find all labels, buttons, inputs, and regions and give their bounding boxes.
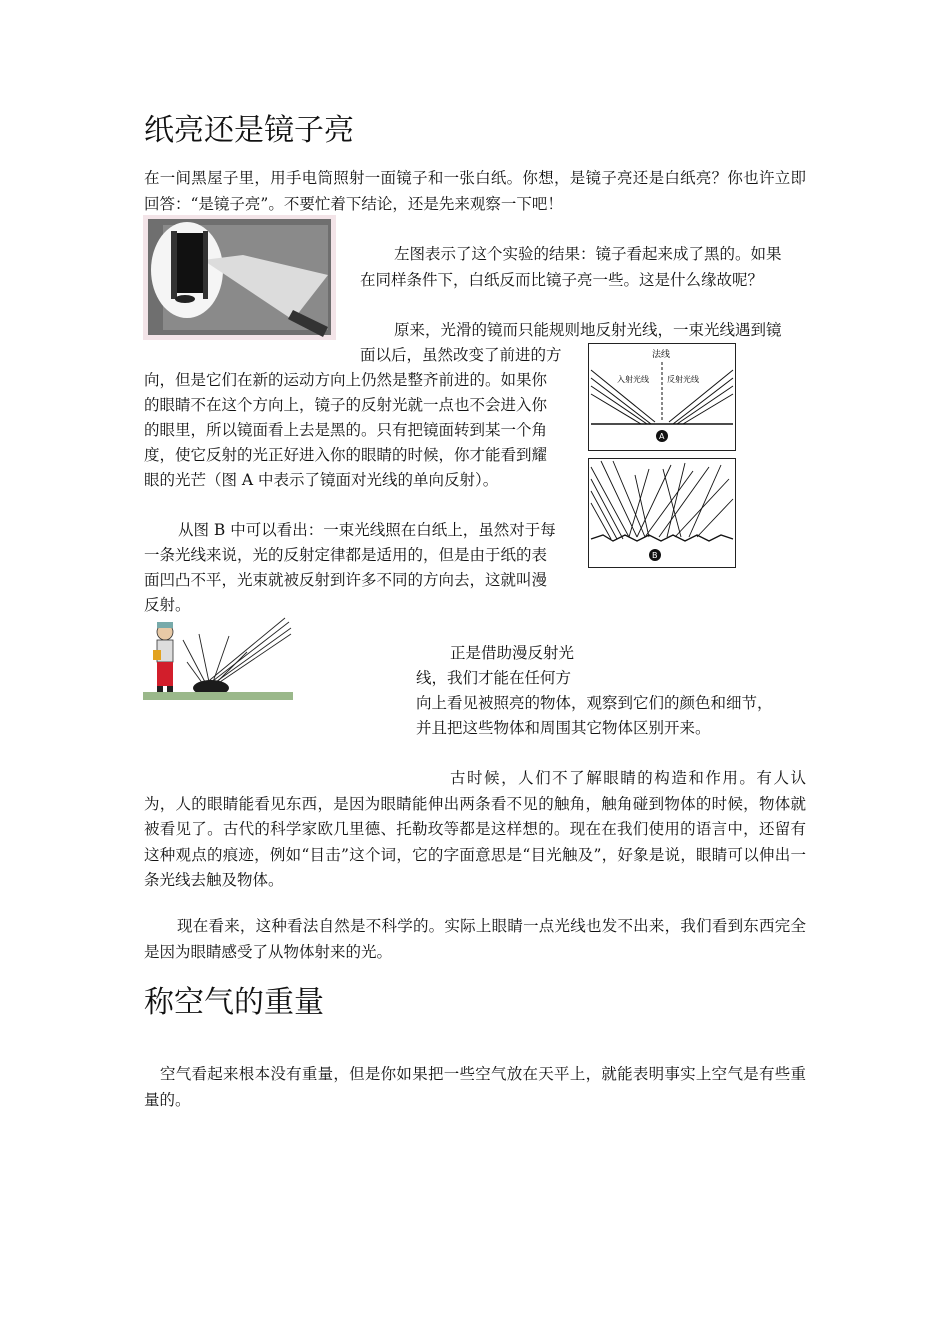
mirror-line-1: 原来，光滑的镜而只能规则地反射光线，一束光线遇到镜 xyxy=(394,321,782,339)
mirror-line-4: 的眼睛不在这个方向上，镜子的反射光就一点也不会进入你 xyxy=(144,396,548,414)
see-line-3: 向上看见被照亮的物体，观察到它们的颜色和细节， xyxy=(416,694,773,712)
mirror-line-5: 的眼里，所以镜面看上去是黑的。只有把镜面转到某一个角 xyxy=(144,421,548,439)
see-line-1: 正是借助漫反射光 xyxy=(450,644,575,662)
mirror-line-6: 度，使它反射的光正好进入你的眼睛的时候，你才能看到耀 xyxy=(144,446,548,464)
ancient-paragraph: 古时候，人们不了解眼睛的构造和作用。有人认为，人的眼睛能看见东西，是因为眼睛能伸出两条看不见的触角，触角碰到物体的时候，物体就被看见了。古代的科学家欧几里德、托勒玫等都是这样想的。现在在我们使用的语言中，还留有这种观点的痕迹，例如“目击”这个词，它的字面意思是“目光触及”，好象是说，眼睛可以伸出一条光线去触及物体。 xyxy=(144,769,806,889)
air-weight-paragraph: 空气看起来根本没有重量，但是你如果把一些空气放在天平上，就能表明事实上空气是有些重量的。 xyxy=(144,1065,806,1109)
see-line-4: 并且把这些物体和周围其它物体区别开来。 xyxy=(416,719,711,737)
flashlight-mirror-illustration xyxy=(143,215,336,340)
mirror-line-7: 眼的光芒（图 A 中表示了镜面对光线的单向反射）。 xyxy=(144,471,499,489)
figure-a-badge: A xyxy=(659,432,665,441)
result-line-1: 左图表示了这个实验的结果：镜子看起来成了黑的。如果 xyxy=(394,245,782,263)
see-line-2: 线，我们才能在任何方 xyxy=(416,669,572,687)
diffuse-line-3: 面凹凸不平，光束就被反射到许多不同的方向去，这就叫漫 xyxy=(144,571,548,589)
child-diffuse-light-illustration xyxy=(143,612,293,702)
diffuse-line-2: 一条光线来说，光的反射定律都是适用的，但是由于纸的表 xyxy=(144,546,548,564)
diffuse-line-4: 反射。 xyxy=(144,596,191,614)
figure-b-diffuse-reflection xyxy=(588,458,736,568)
result-line-2: 在同样条件下，白纸反而比镜子亮一些。这是什么缘故呢？ xyxy=(360,271,764,289)
normal-label: 法线 xyxy=(652,350,671,360)
intro-paragraph: 在一间黑屋子里，用手电筒照射一面镜子和一张白纸。你想，是镜子亮还是白纸亮？你也许立即回答：“是镜子亮”。不要忙着下结论，还是先来观察一下吧！ xyxy=(144,169,806,213)
mirror-line-2: 面以后，虽然改变了前进的方 xyxy=(360,346,562,364)
mirror-line-3: 向，但是它们在新的运动方向上仍然是整齐前进的。如果你 xyxy=(144,371,548,389)
section-title: 纸亮还是镜子亮 xyxy=(144,113,354,148)
figure-a-specular-reflection xyxy=(588,343,736,451)
now-paragraph: 现在看来，这种看法自然是不科学的。实际上眼睛一点光线也发不出来，我们看到东西完全是因为眼睛感受了从物体射来的光。 xyxy=(144,917,806,961)
diffuse-line-1: 从图 B 中可以看出：一束光线照在白纸上，虽然对于每 xyxy=(178,521,556,539)
incident-label: 入射光线 xyxy=(617,375,649,384)
section-title-2: 称空气的重量 xyxy=(144,985,324,1020)
reflect-label: 反射光线 xyxy=(667,375,699,384)
figure-b-badge: B xyxy=(652,551,658,560)
